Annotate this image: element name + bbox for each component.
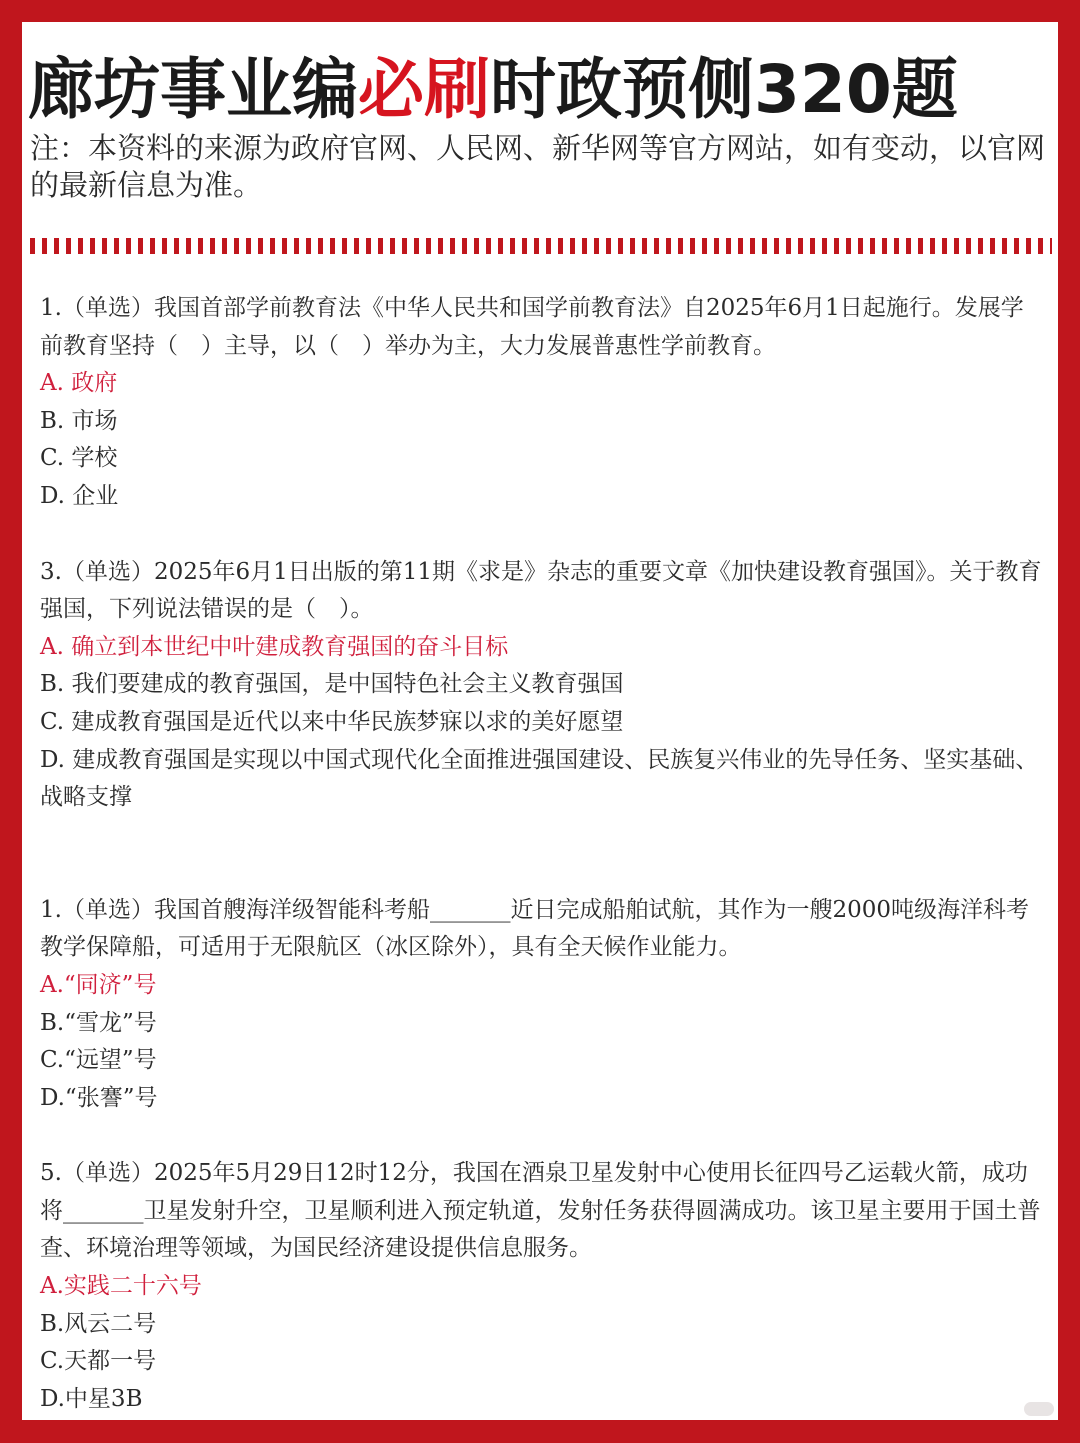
question-stem: 1.（单选）我国首部学前教育法《中华人民共和国学前教育法》自2025年6月1日起施行。发展学前教育坚持（ ）主导，以（ ）举办为主，大力发展普惠性学前教育。 — [40, 295, 1024, 359]
option-a-answer: A.“同济”号 — [40, 971, 157, 998]
option-c: C.天都一号 — [40, 1348, 157, 1375]
option-b: B.“雪龙”号 — [40, 1009, 157, 1036]
source-note: 注：本资料的来源为政府官网、人民网、新华网等官方网站，如有变动，以官网的最新信息为准。 — [30, 131, 1046, 202]
title-part-2: 时政预侧320题 — [490, 51, 958, 128]
question-stem: 5.（单选）2025年5月29日12时12分，我国在酒泉卫星发射中心使用长征四号乙运载火箭，成功将_______卫星发射升空，卫星顺利进入预定轨道，发射任务获得圆满成功。该卫星主要用于国土普查、环境治理等领域，为国民经济建设提供信息服务。 — [40, 1160, 1041, 1262]
option-c: C. 建成教育强国是近代以来中华民族梦寐以求的美好愿望 — [40, 708, 624, 735]
question-item — [40, 1155, 1044, 1418]
dashed-divider — [30, 238, 1052, 254]
option-b: B. 市场 — [40, 407, 118, 434]
option-a-answer: A.实践二十六号 — [40, 1273, 202, 1300]
option-c: C.“远望”号 — [40, 1047, 157, 1074]
title-highlight: 必刷 — [358, 51, 490, 128]
option-c: C. 学校 — [40, 445, 118, 472]
page-title — [28, 50, 1056, 130]
question-item — [40, 554, 1044, 817]
question-stem: 1.（单选）我国首艘海洋级智能科考船_______近日完成船舶试航，其作为一艘2000吨级海洋科考教学保障船，可适用于无限航区（冰区除外），具有全天候作业能力。 — [40, 896, 1029, 961]
question-item — [40, 892, 1044, 1118]
option-d: D. 建成教育强国是实现以中国式现代化全面推进强国建设、民族复兴伟业的先导任务、坚实基础、战略支撑 — [40, 746, 1039, 811]
question-list — [40, 290, 1044, 1418]
question-item — [40, 290, 1044, 516]
option-b: B. 我们要建成的教育强国，是中国特色社会主义教育强国 — [40, 671, 624, 698]
question-stem: 3.（单选）2025年6月1日出版的第11期《求是》杂志的重要文章《加快建设教育强国》。关于教育强国，下列说法错误的是（ ）。 — [40, 558, 1042, 623]
option-b: B.风云二号 — [40, 1310, 157, 1337]
option-d: D.中星3B — [40, 1385, 143, 1412]
option-d: D.“张謇”号 — [40, 1084, 158, 1111]
document-page — [22, 22, 1058, 1420]
option-a-answer: A. 政府 — [40, 370, 118, 397]
option-d: D. 企业 — [40, 482, 119, 509]
option-a-answer: A. 确立到本世纪中叶建成教育强国的奋斗目标 — [40, 633, 509, 660]
watermark-badge — [1024, 1402, 1054, 1416]
title-part-1: 廊坊事业编 — [28, 51, 358, 128]
